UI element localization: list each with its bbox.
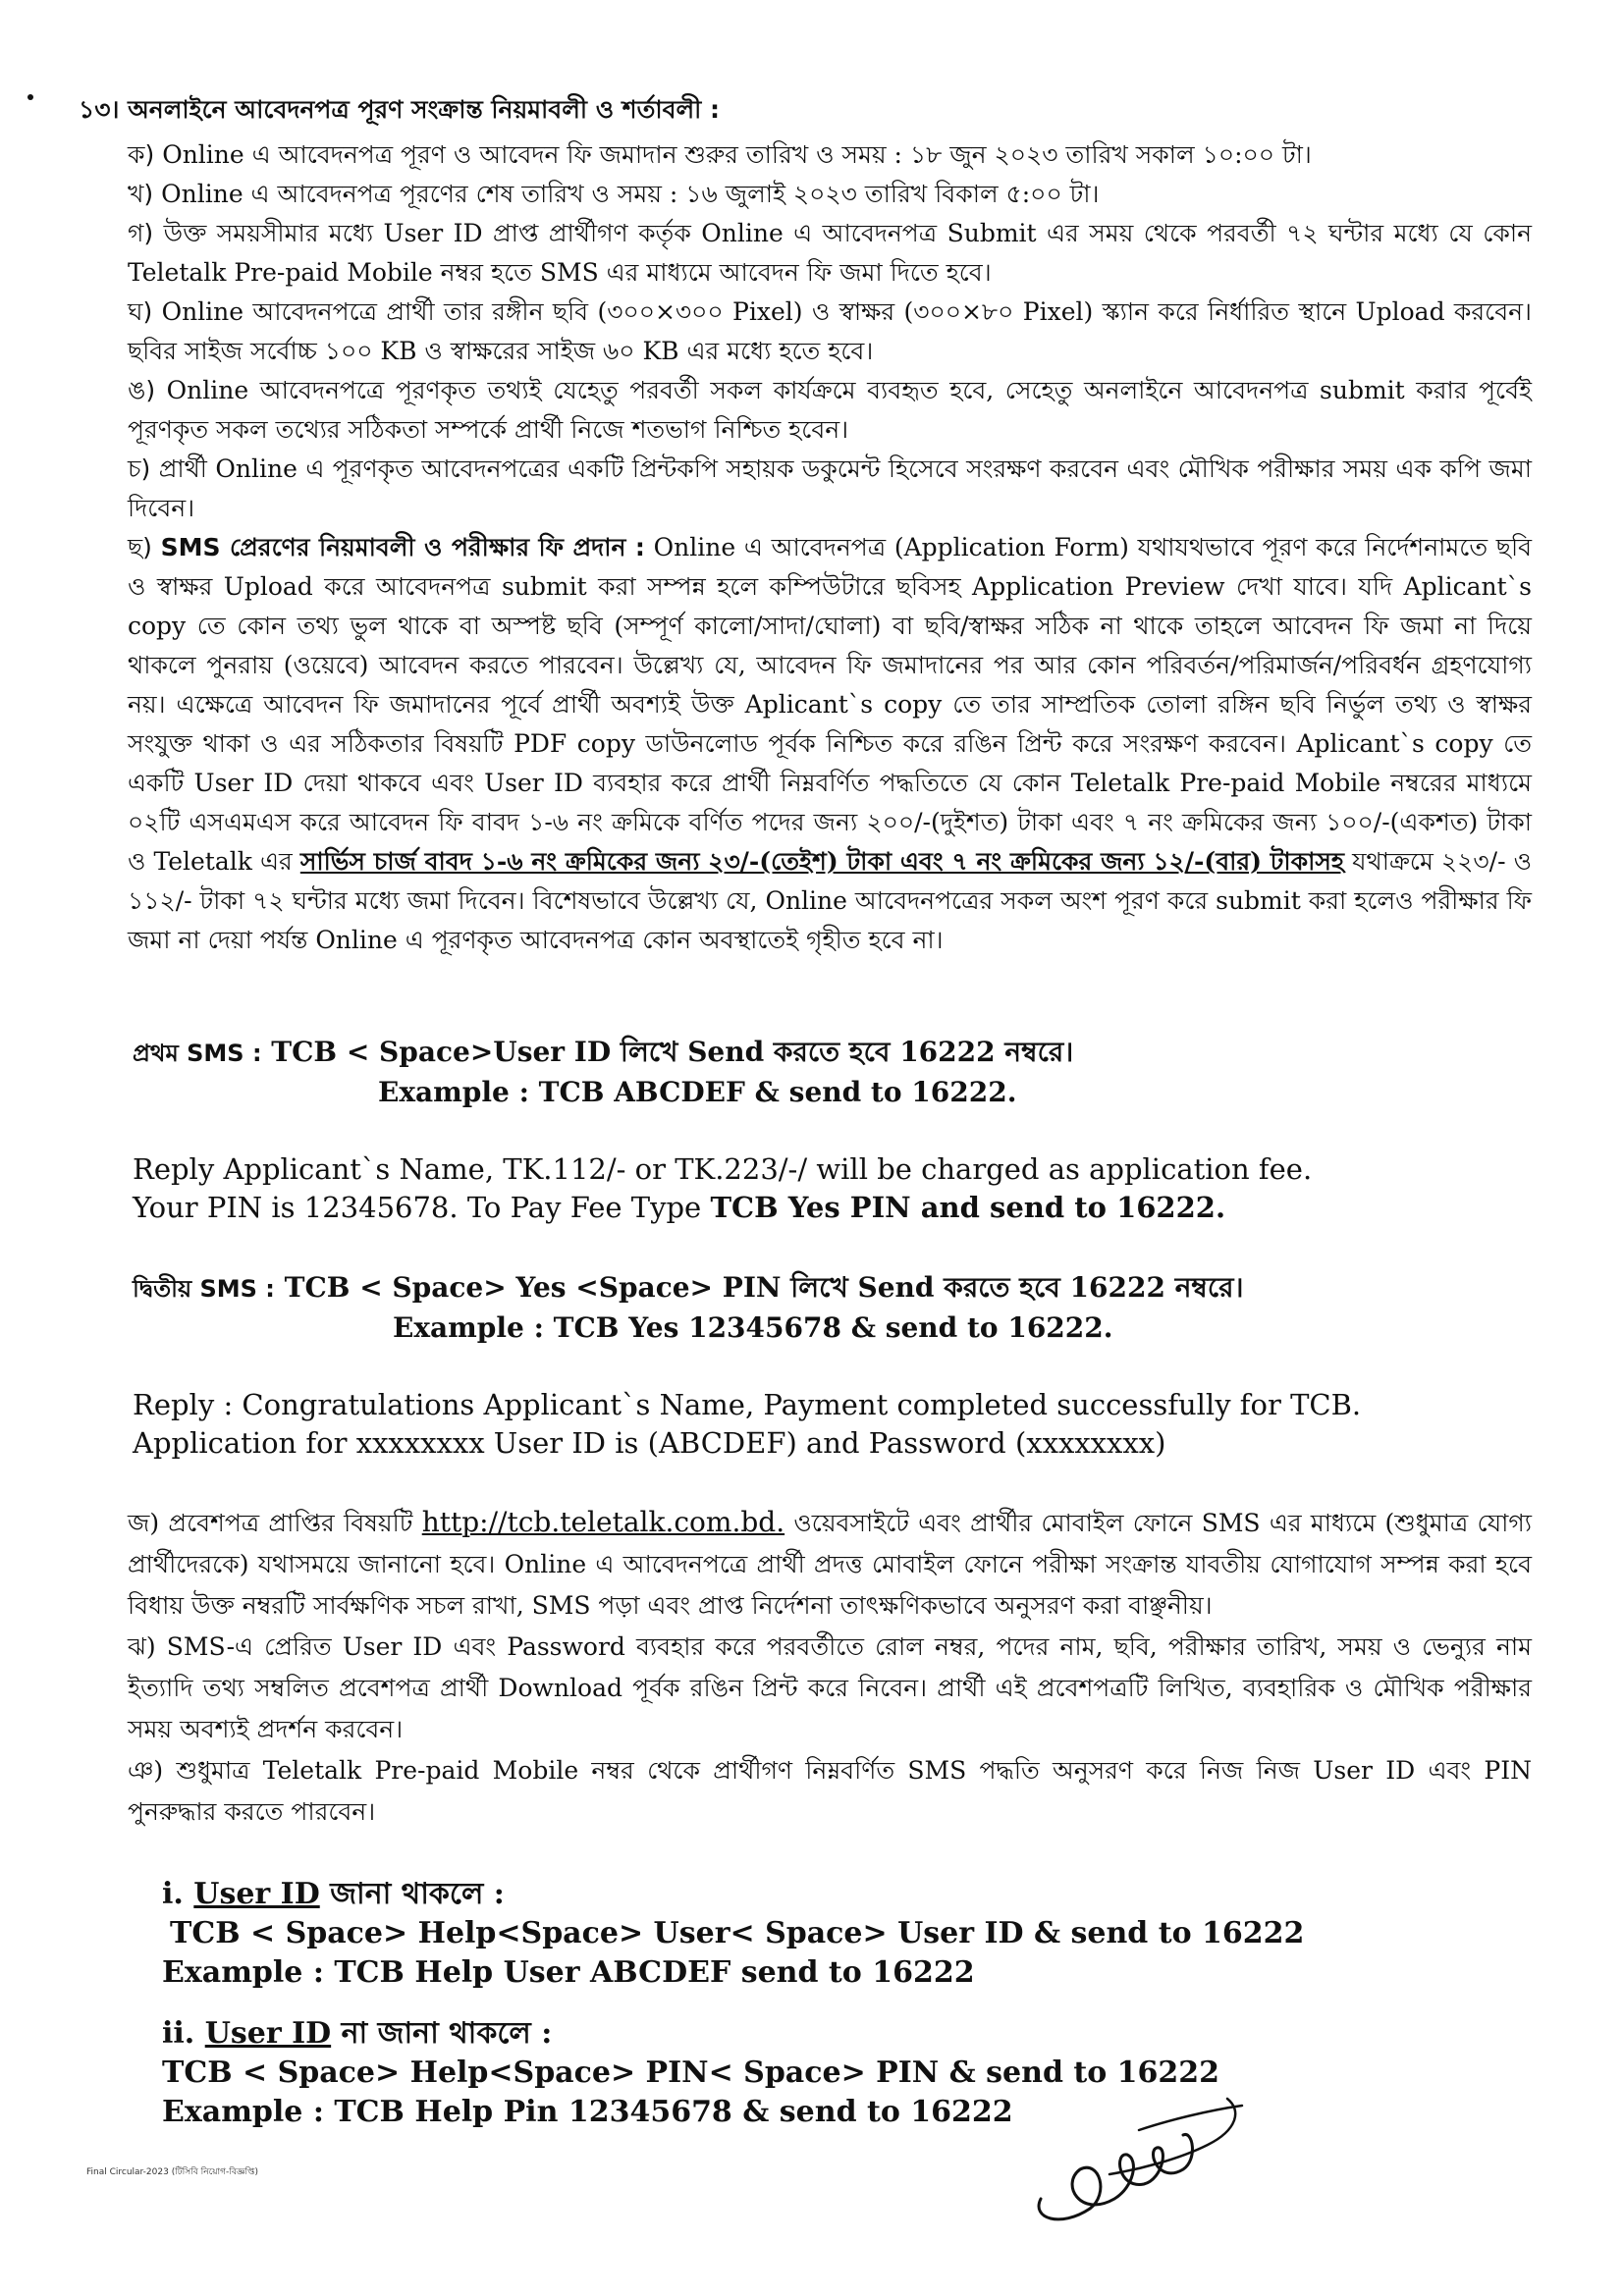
clause-nya	[128, 1750, 1532, 1833]
clause-cha	[128, 450, 1532, 528]
recover-title-rest: জানা থাকলে :	[330, 1877, 505, 1911]
clause-marker: চ)	[128, 454, 151, 483]
first-sms-command	[133, 1033, 1527, 1073]
recover-example: Example : TCB Help Pin 12345678 & send to 16222	[162, 2095, 1013, 2129]
reply-one	[133, 1150, 1527, 1227]
clause-marker: ঙ)	[128, 376, 156, 404]
clause-ka	[128, 135, 1532, 175]
clause-text: উক্ত সময়সীমার মধ্যে User ID প্রাপ্ত প্রার্থীগণ কর্তৃক Online এ আবেদনপত্র Submit এর সময় থেকে পরবর্তী ৭২ ঘন্টার মধ্যে যে কোন Teletalk Pre-paid Mobile নম্বর হতে SMS এর মাধ্যমে আবেদন ফি জমা দিতে হবে।	[128, 219, 1532, 287]
clause-text: SMS-এ প্রেরিত User ID এবং Password ব্যবহার করে পরবর্তীতে রোল নম্বর, পদের নাম, ছবি, পরীক্ষার তারিখ, সময় ও ভেন্যুর নাম ইত্যাদি তথ্য সম্বলিত প্রবেশপত্র প্রার্থী Download পূর্বক রঙিন প্রিন্ট করে নিবেন। প্রার্থী এই প্রবেশপত্রটি লিখিত, ব্যবহারিক ও মৌখিক পরীক্ষার সময় অবশ্যই প্রদর্শন করবেন।	[128, 1632, 1532, 1743]
reply-one-line2-bold: TCB Yes PIN and send to 16222.	[710, 1191, 1226, 1224]
second-sms-command	[133, 1268, 1527, 1308]
second-sms-text: TCB < Space> Yes <Space> PIN লিখে Send করতে হবে 16222 নম্বরে।	[284, 1271, 1244, 1304]
second-sms-example: Example : TCB Yes 12345678 & send to 16222.	[393, 1311, 1113, 1344]
clause-text: প্রার্থী Online এ পূরণকৃত আবেদনপত্রের একটি প্রিন্টকপি সহায়ক ডকুমেন্ট হিসেবে সংরক্ষণ করবেন এবং মৌখিক পরীক্ষার সময় এক কপি জমা দিবেন।	[128, 454, 1532, 522]
clause-text-end: যথাক্রমে ২২৩/- ও ১১২/- টাকা ৭২ ঘন্টার মধ্যে জমা দিবেন। বিশেষভাবে উল্লেখ্য যে, Online আবেদনপত্রের সকল অংশ পূরণ করে submit করা হলেও পরীক্ষার ফি জমা না দেয়া পর্যন্ত Online এ পূরণকৃত আবেদনপত্র কোন অবস্থাতেই গৃহীত হবে না।	[128, 847, 1533, 954]
clause-marker: ঞ)	[128, 1756, 164, 1785]
reply-one-line2-text: Your PIN is 12345678. To Pay Fee Type	[133, 1191, 711, 1224]
clause-text: Online এ আবেদনপত্র পূরণের শেষ তারিখ ও সময় : ১৬ জুলাই ২০২৩ তারিখ বিকাল ৫:০০ টা।	[161, 180, 1100, 208]
footer-note: Final Circular-2023 (টিসিবি নিয়োগ-বিজ্ঞপ্তি)	[86, 2167, 258, 2177]
clause-text: Online এ আবেদনপত্র পূরণ ও আবেদন ফি জমাদান শুরুর তারিখ ও সময় : ১৮ জুন ২০২৩ তারিখ সকাল ১০:০০ টা।	[162, 140, 1312, 169]
reply-two-line2: Application for xxxxxxxx User ID is (ABCDEF) and Password (xxxxxxxx)	[133, 1426, 1166, 1460]
recover-command: TCB < Space> Help<Space> PIN< Space> PIN & send to 16222	[162, 2056, 1220, 2090]
clause-text-end: ওয়েবসাইটে এবং প্রার্থীর মোবাইল ফোনে SMS এর মাধ্যমে (শুধুমাত্র যোগ্য প্রার্থীদেরকে) যথাসময়ে জানানো হবে। Online এ আবেদনপত্রে প্রার্থী প্রদত্ত মোবাইল ফোনে পরীক্ষা সংক্রান্ত যাবতীয় যোগাযোগ সম্পন্ন করা হবে বিধায় উক্ত নম্বরটি সার্বক্ষণিক সচল রাখা, SMS পড়া এবং প্রাপ্ত নির্দেশনা তাৎক্ষণিকভাবে অনুসরণ করা বাঞ্ছনীয়।	[128, 1509, 1532, 1620]
first-sms-example: Example : TCB ABCDEF & send to 16222.	[378, 1076, 1017, 1108]
reply-one-line1: Reply Applicant`s Name, TK.112/- or TK.223/-/ will be charged as application fee.	[133, 1152, 1313, 1186]
website-link[interactable]: http://tcb.teletalk.com.bd.	[421, 1506, 785, 1538]
clause-marker: ক)	[128, 140, 155, 169]
clause-gha	[128, 293, 1532, 371]
section-heading: ১৩। অনলাইনে আবেদনপত্র পূরণ সংক্রান্ত নিয়মাবলী ও শর্তাবলী :	[79, 95, 721, 124]
recover-example: Example : TCB Help User ABCDEF send to 16222	[162, 1955, 975, 1990]
clause-kha	[128, 175, 1532, 214]
clause-text: প্রবেশপত্র প্রাপ্তির বিষয়টি	[168, 1509, 413, 1537]
second-sms-block	[133, 1268, 1527, 1348]
clause-marker: ঘ)	[128, 297, 153, 326]
clause-chha	[128, 528, 1532, 960]
recover-command: TCB < Space> Help<Space> User< Space> User ID & send to 16222	[170, 1916, 1305, 1950]
clause-text: Online আবেদনপত্রে পূরণকৃত তথ্যই যেহেতু পরবর্তী সকল কার্যক্রমে ব্যবহৃত হবে, সেহেতু অনলাইনে আবেদনপত্র submit করার পূর্বেই পূরণকৃত সকল তথ্যের সঠিকতা সম্পর্কে প্রার্থী নিজে শতভাগ নিশ্চিত হবেন।	[128, 376, 1532, 444]
recover-unknown-userid	[162, 2014, 1517, 2132]
clause-marker: গ)	[128, 219, 154, 247]
clause-marker: ছ)	[128, 533, 152, 561]
clause-lead: SMS প্রেরণের নিয়মাবলী ও পরীক্ষার ফি প্রদান :	[160, 533, 645, 561]
signature-mark	[1021, 2091, 1247, 2238]
clauses-list	[128, 135, 1532, 960]
recover-title-userid: User ID	[193, 1877, 320, 1911]
clause-text: Online আবেদনপত্রে প্রার্থী তার রঙ্গীন ছবি (৩০০×৩০০ Pixel) ও স্বাক্ষর (৩০০×৮০ Pixel) স্ক্যান করে নির্ধারিত স্থানে Upload করবেন। ছবির সাইজ সর্বোচ্চ ১০০ KB ও স্বাক্ষরের সাইজ ৬০ KB এর মধ্যে হতে হবে।	[128, 297, 1533, 365]
reply-one-line2	[133, 1189, 1527, 1227]
speck-mark	[27, 94, 33, 100]
clause-ja	[128, 1502, 1532, 1627]
recover-known-userid	[162, 1875, 1517, 1993]
clause-uma	[128, 371, 1532, 450]
clause-jha	[128, 1627, 1532, 1750]
reply-two	[133, 1386, 1527, 1463]
first-sms-label: প্রথম SMS :	[133, 1040, 262, 1067]
reply-two-line1: Reply : Congratulations Applicant`s Name, Payment completed successfully for TCB.	[133, 1388, 1362, 1421]
clause-marker: ঝ)	[128, 1632, 156, 1661]
recover-num: i.	[162, 1877, 184, 1911]
recover-title	[162, 2014, 1517, 2054]
clause-marker: খ)	[128, 180, 154, 208]
clauses-list-2	[128, 1502, 1532, 1833]
recover-title	[162, 1875, 1517, 1914]
first-sms-block	[133, 1033, 1527, 1112]
recover-title-rest: না জানা থাকলে :	[341, 2016, 553, 2051]
first-sms-text: TCB < Space>User ID লিখে Send করতে হবে 16222 নম্বরে।	[271, 1036, 1074, 1068]
recover-title-userid: User ID	[204, 2016, 332, 2051]
service-charge-underlined: সার্ভিস চার্জ বাবদ ১-৬ নং ক্রমিকের জন্য ২৩/-(তেইশ) টাকা এবং ৭ নং ক্রমিকের জন্য ১২/-(বার) টাকাসহ	[299, 847, 1345, 876]
clause-text: Online এ আবেদনপত্র (Application Form) যথাযথভাবে পূরণ করে নির্দেশনামতে ছবি ও স্বাক্ষর Upload করে আবেদনপত্র submit করা সম্পন্ন হলে কম্পিউটারে ছবিসহ Application Preview দেখা যাবে। যদি Aplicant`s copy তে কোন তথ্য ভুল থাকে বা অস্পষ্ট ছবি (সম্পূর্ণ কালো/সাদা/ঘোলা) বা ছবি/স্বাক্ষর সঠিক না থাকে তাহলে আবেদন ফি জমা না দিয়ে থাকলে পুনরায় (ওয়েবে) আবেদন করতে পারবেন। উল্লেখ্য যে, আবেদন ফি জমাদানের পর আর কোন পরিবর্তন/পরিমার্জন/পরিবর্ধন গ্রহণযোগ্য নয়। এক্ষেত্রে আবেদন ফি জমাদানের পূর্বে প্রার্থী অবশ্যই উক্ত Aplicant`s copy তে তার সাম্প্রতিক তোলা রঙ্গিন ছবি নির্ভুল তথ্য ও স্বাক্ষর সংযুক্ত থাকা ও এর সঠিকতার বিষয়টি PDF copy ডাউনলোড পূর্বক নিশ্চিত করে রঙিন প্রিন্ট করে সংরক্ষণ করবেন। Aplicant`s copy তে একটি User ID দেয়া থাকবে এবং User ID ব্যবহার করে প্রার্থী নিম্নবর্ণিত পদ্ধতিতে যে কোন Teletalk Pre-paid Mobile নম্বরের মাধ্যমে ০২টি এসএমএস করে আবেদন ফি বাবদ ১-৬ নং ক্রমিকে বর্ণিত পদের জন্য ২০০/-(দুইশত) টাকা এবং ৭ নং ক্রমিকের জন্য ১০০/-(একশত) টাকা ও Teletalk এর	[128, 533, 1533, 876]
clause-ga	[128, 214, 1532, 293]
second-sms-label: দ্বিতীয় SMS :	[133, 1275, 275, 1303]
recover-num: ii.	[162, 2016, 195, 2051]
clause-text: শুধুমাত্র Teletalk Pre-paid Mobile নম্বর থেকে প্রার্থীগণ নিম্নবর্ণিত SMS পদ্ধতি অনুসরণ করে নিজ নিজ User ID এবং PIN পুনরুদ্ধার করতে পারবেন।	[128, 1756, 1532, 1826]
clause-marker: জ)	[128, 1509, 160, 1537]
